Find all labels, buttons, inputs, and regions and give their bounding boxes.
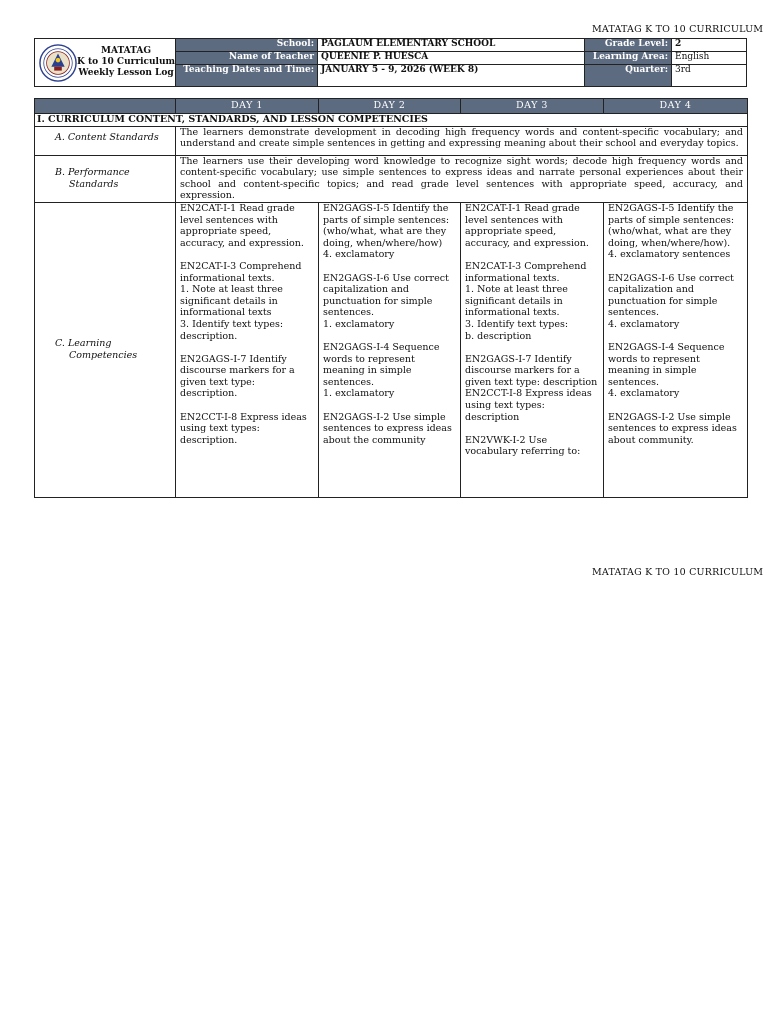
curriculum-header-top: MATATAG K TO 10 CURRICULUM	[592, 24, 764, 35]
competency-line	[180, 249, 314, 261]
competencies-label-line-2: Competencies	[69, 349, 138, 361]
grade-level-label: Grade Level:	[585, 39, 672, 52]
performance-label-line-1: B. Performance	[55, 167, 130, 179]
competency-line	[180, 342, 314, 354]
competency-line: EN2GAGS-I-4 Sequence words to represent meaning in simple sentences.	[608, 342, 725, 388]
logo-text	[77, 46, 175, 79]
weekly-lesson-table	[34, 98, 748, 498]
competency-line	[608, 261, 743, 273]
day-4-header: DAY 4	[604, 99, 748, 114]
competency-line	[323, 331, 456, 343]
dates-value: JANUARY 5 - 9, 2026 (WEEK 8)	[318, 64, 585, 86]
competency-line	[608, 400, 743, 412]
performance-standards-text: The learners use their developing word knowledge to recognize sight words; decode high frequency words and content-specific vocabulary; use simple sentences to express ideas and narrate personal experiences about their school and content-specific topics; and read grade level sentences with appropriate speed, accuracy, and expression.	[176, 155, 748, 202]
competency-line: EN2GAGS-I-2 Use simple sentences to express ideas about community.	[608, 411, 737, 446]
corner-header	[35, 99, 176, 114]
competency-line: 1. Note at least three significant details in informational texts.	[465, 284, 568, 319]
competency-line: EN2GAGS-I-6 Use correct capitalization and punctuation for simple sentences.	[608, 272, 734, 319]
competency-line	[465, 423, 599, 435]
competency-line: EN2GAGS-I-6 Use correct capitalization and punctuation for simple sentences.	[323, 272, 449, 319]
competency-line	[323, 261, 456, 273]
competency-line: EN2CAT-I-1 Read grade level sentences with appropriate speed, accuracy, and expression.	[465, 202, 589, 249]
day-1-header: DAY 1	[176, 99, 319, 114]
competency-line: 4. exclamatory	[323, 249, 395, 261]
competency-line	[180, 400, 314, 412]
competency-line: EN2CCT-I-8 Express ideas using text types: description	[465, 388, 592, 423]
competency-line	[465, 342, 599, 354]
competency-line: EN2VWK-I-2 Use vocabulary referring to:	[465, 434, 581, 458]
deped-seal-icon	[39, 44, 77, 82]
learning-area-label: Learning Area:	[585, 51, 672, 64]
competencies-row	[35, 202, 748, 497]
day-2-header: DAY 2	[319, 99, 461, 114]
day-4-competencies	[604, 202, 748, 497]
learning-competencies-label	[35, 202, 176, 497]
competency-line: EN2CCT-I-8 Express ideas using text types: description.	[180, 411, 307, 446]
section-row	[35, 114, 748, 127]
day-3-competencies	[461, 202, 604, 497]
grade-level-value: 2	[672, 39, 747, 52]
logo-cell	[35, 39, 176, 87]
competency-line: 3. Identify text types: description.	[180, 318, 284, 342]
day-1-competencies	[176, 202, 319, 497]
competency-line: EN2GAGS-I-4 Sequence words to represent meaning in simple sentences.	[323, 342, 440, 388]
competency-line: EN2GAGS-I-2 Use simple sentences to express ideas about the community	[323, 411, 452, 446]
competency-line	[323, 400, 456, 412]
competency-line: 4. exclamatory	[608, 388, 680, 400]
competency-line	[465, 249, 599, 261]
competency-line: b. description	[465, 330, 532, 342]
content-standards-text: The learners demonstrate development in decoding high frequency words and content-specific vocabulary; and understand and create simple sentences in getting and expressing meaning about their school and everyday topics.	[176, 126, 748, 155]
competency-line: EN2GAGS-I-5 Identify the parts of simple sentences: (who/what, what are they doing, when/where/how)	[323, 202, 450, 249]
section-title: I. CURRICULUM CONTENT, STANDARDS, AND LESSON COMPETENCIES	[35, 114, 748, 127]
dates-label: Teaching Dates and Time:	[176, 64, 318, 86]
lesson-log-info-table	[34, 38, 747, 87]
competency-line: 4. exclamatory sentences	[608, 249, 731, 261]
performance-label-line-2: Standards	[69, 178, 119, 190]
logo-line-2: K to 10 Curriculum	[77, 57, 176, 67]
performance-standards-label	[35, 155, 176, 202]
competency-line: 4. exclamatory	[608, 318, 680, 330]
competency-line: EN2GAGS-I-5 Identify the parts of simple sentences: (who/what, what are they doing, when/where/how).	[608, 202, 735, 249]
logo-line-1: MATATAG	[101, 46, 152, 56]
competency-line: 1. Note at least three significant details in informational texts	[180, 284, 283, 319]
school-value: PAGLAUM ELEMENTARY SCHOOL	[318, 39, 585, 52]
competencies-label-line-1: C. Learning	[55, 338, 112, 350]
competency-line	[608, 331, 743, 343]
competency-line: EN2CAT-I-1 Read grade level sentences with appropriate speed, accuracy, and expression.	[180, 202, 304, 249]
content-standards-row	[35, 126, 748, 155]
day-3-header: DAY 3	[461, 99, 604, 114]
competency-line: 1. exclamatory	[323, 318, 395, 330]
learning-area-value: English	[672, 51, 747, 64]
competency-line: EN2CAT-I-3 Comprehend informational texts.	[180, 260, 302, 284]
day-header-row	[35, 99, 748, 114]
competency-line: 3. Identify text types:	[465, 318, 569, 330]
teacher-value: QUEENIE P. HUESCA	[318, 51, 585, 64]
curriculum-header-bottom: MATATAG K TO 10 CURRICULUM	[592, 567, 764, 578]
competency-line: 1. exclamatory	[323, 388, 395, 400]
content-standards-label: A. Content Standards	[35, 126, 176, 155]
school-label: School:	[176, 39, 318, 52]
day-2-competencies	[319, 202, 461, 497]
logo-line-3: Weekly Lesson Log	[78, 68, 174, 78]
quarter-label: Quarter:	[585, 64, 672, 86]
competency-line: EN2GAGS-I-7 Identify discourse markers for a given text type: description	[465, 353, 598, 388]
performance-standards-row	[35, 155, 748, 202]
competency-line: EN2GAGS-I-7 Identify discourse markers for a given text type: description.	[180, 353, 295, 400]
quarter-value: 3rd	[672, 64, 747, 86]
teacher-label: Name of Teacher	[176, 51, 318, 64]
competency-line: EN2CAT-I-3 Comprehend informational texts.	[465, 260, 587, 284]
